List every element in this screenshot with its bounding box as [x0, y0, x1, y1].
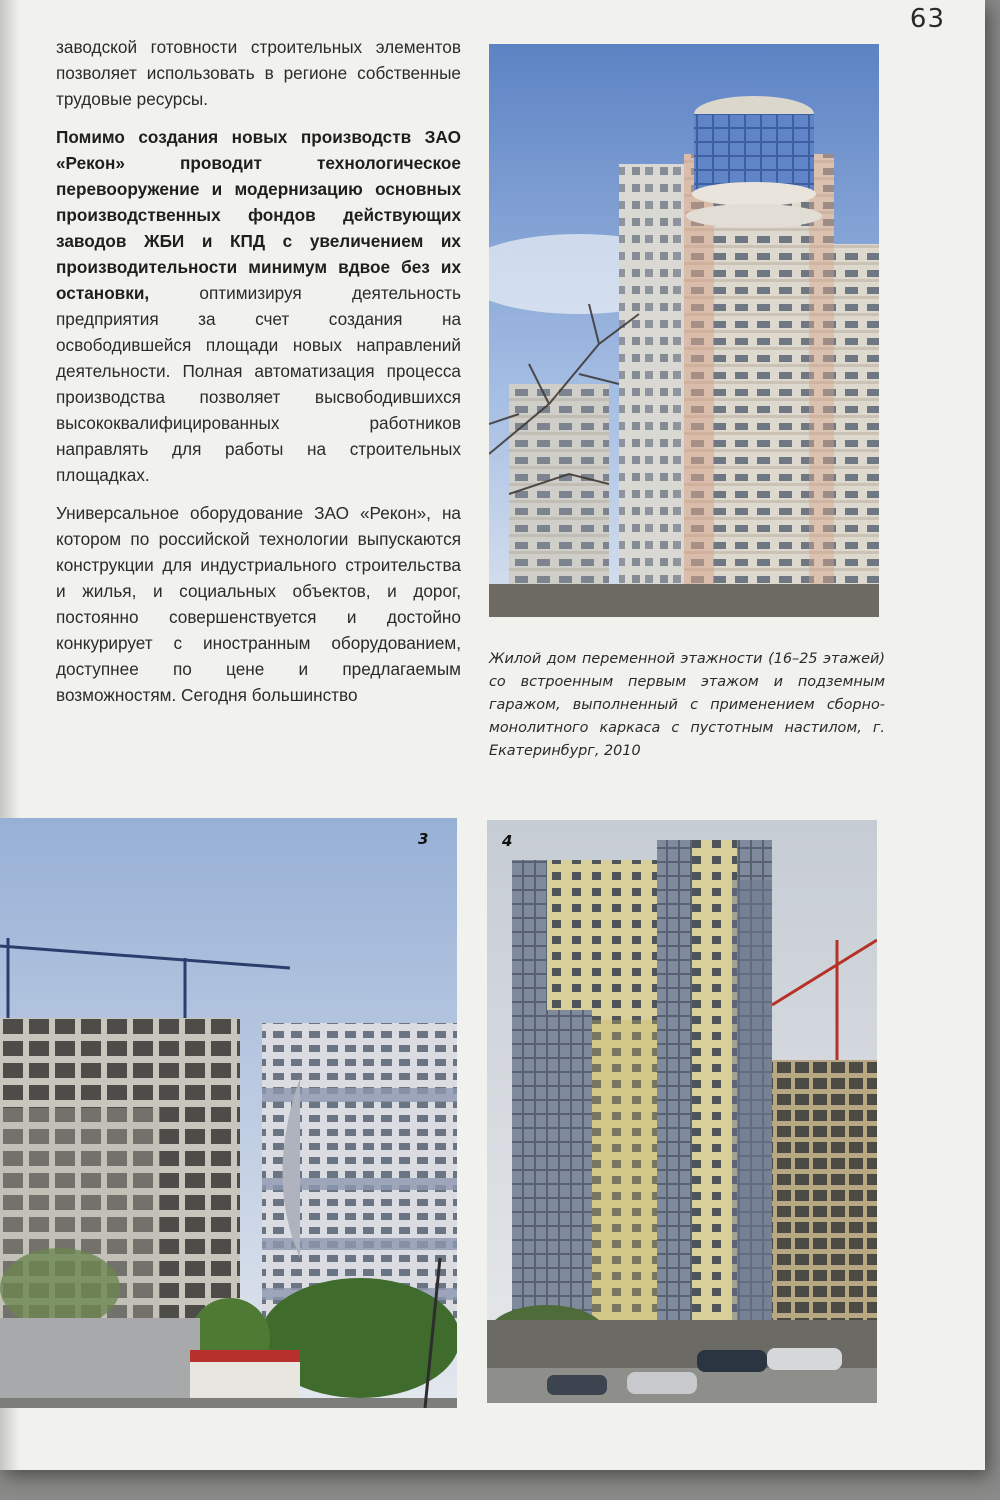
- glass-tower-image: [487, 820, 877, 1403]
- page-number: 63: [909, 4, 945, 34]
- paragraph-3: Универсальное оборудование ЗАО «Рекон», на котором по российской технологии выпускаются конструкции для индустриального строительства и жилья, и социальных объектов, и дорог, постоянно совершенствуется и достойно конкурирует с иностранным оборудованием, доступнее по цене и предлагаемым возможностям. Сегодня большинство: [56, 503, 461, 705]
- article-text-column: [56, 34, 461, 720]
- paragraph-1: заводской готовности строительных элементов позволяет использовать в регионе собственные трудовые ресурсы.: [56, 37, 461, 109]
- construction-site-image: [0, 818, 457, 1408]
- photo-4-number: 4: [502, 832, 513, 850]
- photo-caption: Жилой дом переменной этажности (16–25 этажей) со встроенным первым этажом и подземным гаражом, выполненный с применением сборно-монолитного каркаса с пустотным настилом, г. Екатеринбург, 2010: [489, 651, 885, 759]
- photo-3-construction: [0, 818, 457, 1408]
- paragraph-2-rest: оптимизируя деятельность предприятия за счет создания на освободившейся площади новых направлений деятельности. Полная автоматизация процесса производства позволяет высвободившихся высококвалифицированных работников направлять для работы на строительных площадках.: [56, 283, 461, 485]
- paragraph-2-bold: Помимо создания новых производств ЗАО «Рекон» проводит технологическое перевооружение и модернизацию основных производственных фондов действующих заводов ЖБИ и КПД с увеличением их производительности минимум вдвое без их остановки,: [56, 127, 461, 303]
- tower-main-image: [489, 44, 879, 617]
- paragraph-2: [56, 124, 461, 488]
- photo-4-glass-tower: [487, 820, 877, 1403]
- photo-tower-main: [489, 44, 879, 617]
- photo-3-number: 3: [418, 830, 429, 848]
